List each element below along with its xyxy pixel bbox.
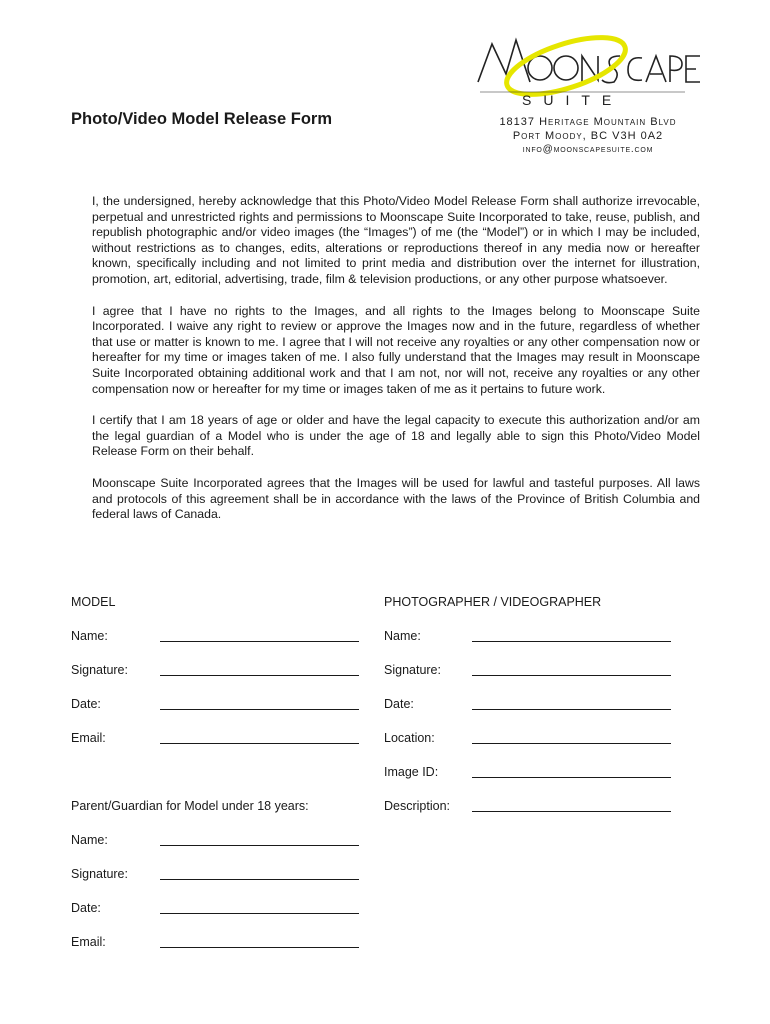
photographer-heading: PHOTOGRAPHER / VIDEOGRAPHER — [384, 595, 602, 609]
photographer-description-field[interactable] — [472, 811, 671, 812]
photographer-image-id-field[interactable] — [472, 777, 671, 778]
photographer-signature-label: Signature: — [384, 663, 441, 677]
guardian-heading: Parent/Guardian for Model under 18 years: — [71, 799, 309, 813]
model-name-label: Name: — [71, 629, 108, 643]
model-email-label: Email: — [71, 731, 106, 745]
address-street: 18137 Heritage Mountain Blvd — [499, 116, 677, 128]
model-signature-field[interactable] — [160, 675, 359, 676]
photographer-description-label: Description: — [384, 799, 450, 813]
photographer-location-field[interactable] — [472, 743, 671, 744]
address-block — [478, 115, 698, 157]
logo-suite-text: SUITE — [522, 92, 624, 108]
paragraph: Moonscape Suite Incorporated agrees that the Images will be used for lawful and tasteful purposes. All laws and protocols of this agreement shall be in accordance with the laws of the Province of British Columbia and federal laws of Canada. — [92, 475, 700, 522]
address-city: Port Moody, BC V3H 0A2 — [512, 130, 664, 142]
model-name-field[interactable] — [160, 641, 359, 642]
paragraph: I certify that I am 18 years of age or older and have the legal capacity to execute this authorization and/or am the legal guardian of a Model who is under the age of 18 and legally able to sign this Photo/Video Model Release Form on their behalf. — [92, 413, 700, 459]
model-date-field[interactable] — [160, 709, 359, 710]
guardian-date-field[interactable] — [160, 913, 359, 914]
guardian-date-label: Date: — [71, 901, 101, 915]
model-heading: MODEL — [71, 595, 116, 609]
guardian-signature-field[interactable] — [160, 879, 359, 880]
release-terms — [92, 194, 700, 539]
address-email: info@moonscapesuite.com — [522, 144, 654, 155]
guardian-name-field[interactable] — [160, 845, 359, 846]
photographer-name-field[interactable] — [472, 641, 671, 642]
photographer-location-label: Location: — [384, 731, 435, 745]
photographer-date-label: Date: — [384, 697, 414, 711]
photographer-image-id-label: Image ID: — [384, 765, 439, 779]
photographer-name-label: Name: — [384, 629, 421, 643]
page-title: Photo/Video Model Release Form — [71, 110, 332, 128]
model-signature-label: Signature: — [71, 663, 128, 677]
logo-suite-letters — [522, 92, 623, 108]
photographer-signature-field[interactable] — [472, 675, 671, 676]
model-date-label: Date: — [71, 697, 101, 711]
moonscape-suite-logo — [470, 30, 705, 110]
paragraph: I agree that I have no rights to the Images, and all rights to the Images belong to Moonscape Suite Incorporated. I waive any right to review or approve the Images now and in the future, regardless of whether that use or matter is known to me. I agree that I will not receive any royalties or any other compensation now or hereafter for my time or images taken of me. I also fully understand that the Images may result in Moonscape Suite Incorporated obtaining additional work and that I am not, nor will not, receive any royalties or any other compensation now or hereafter for my time or images taken of me as it pertains to future work. — [92, 303, 700, 396]
guardian-email-field[interactable] — [160, 947, 359, 948]
model-email-field[interactable] — [160, 743, 359, 744]
photographer-date-field[interactable] — [472, 709, 671, 710]
guardian-name-label: Name: — [71, 833, 108, 847]
guardian-signature-label: Signature: — [71, 867, 128, 881]
guardian-email-label: Email: — [71, 935, 106, 949]
paragraph: I, the undersigned, hereby acknowledge that this Photo/Video Model Release Form shall authorize irrevocable, perpetual and unrestricted rights and permissions to Moonscape Suite Incorporated to take, reuse, publish, and republish photographic and/or video images (the “Images”) of me (the “Model”) or in which I may be included, without restrictions as to changes, edits, alterations or reproductions thereof in any media now or hereafter known, specifically including and not limited to print media and distribution over the internet for illustration, promotion, art, editorial, advertising, trade, film & television productions, or any other purpose whatsoever. — [92, 194, 700, 286]
